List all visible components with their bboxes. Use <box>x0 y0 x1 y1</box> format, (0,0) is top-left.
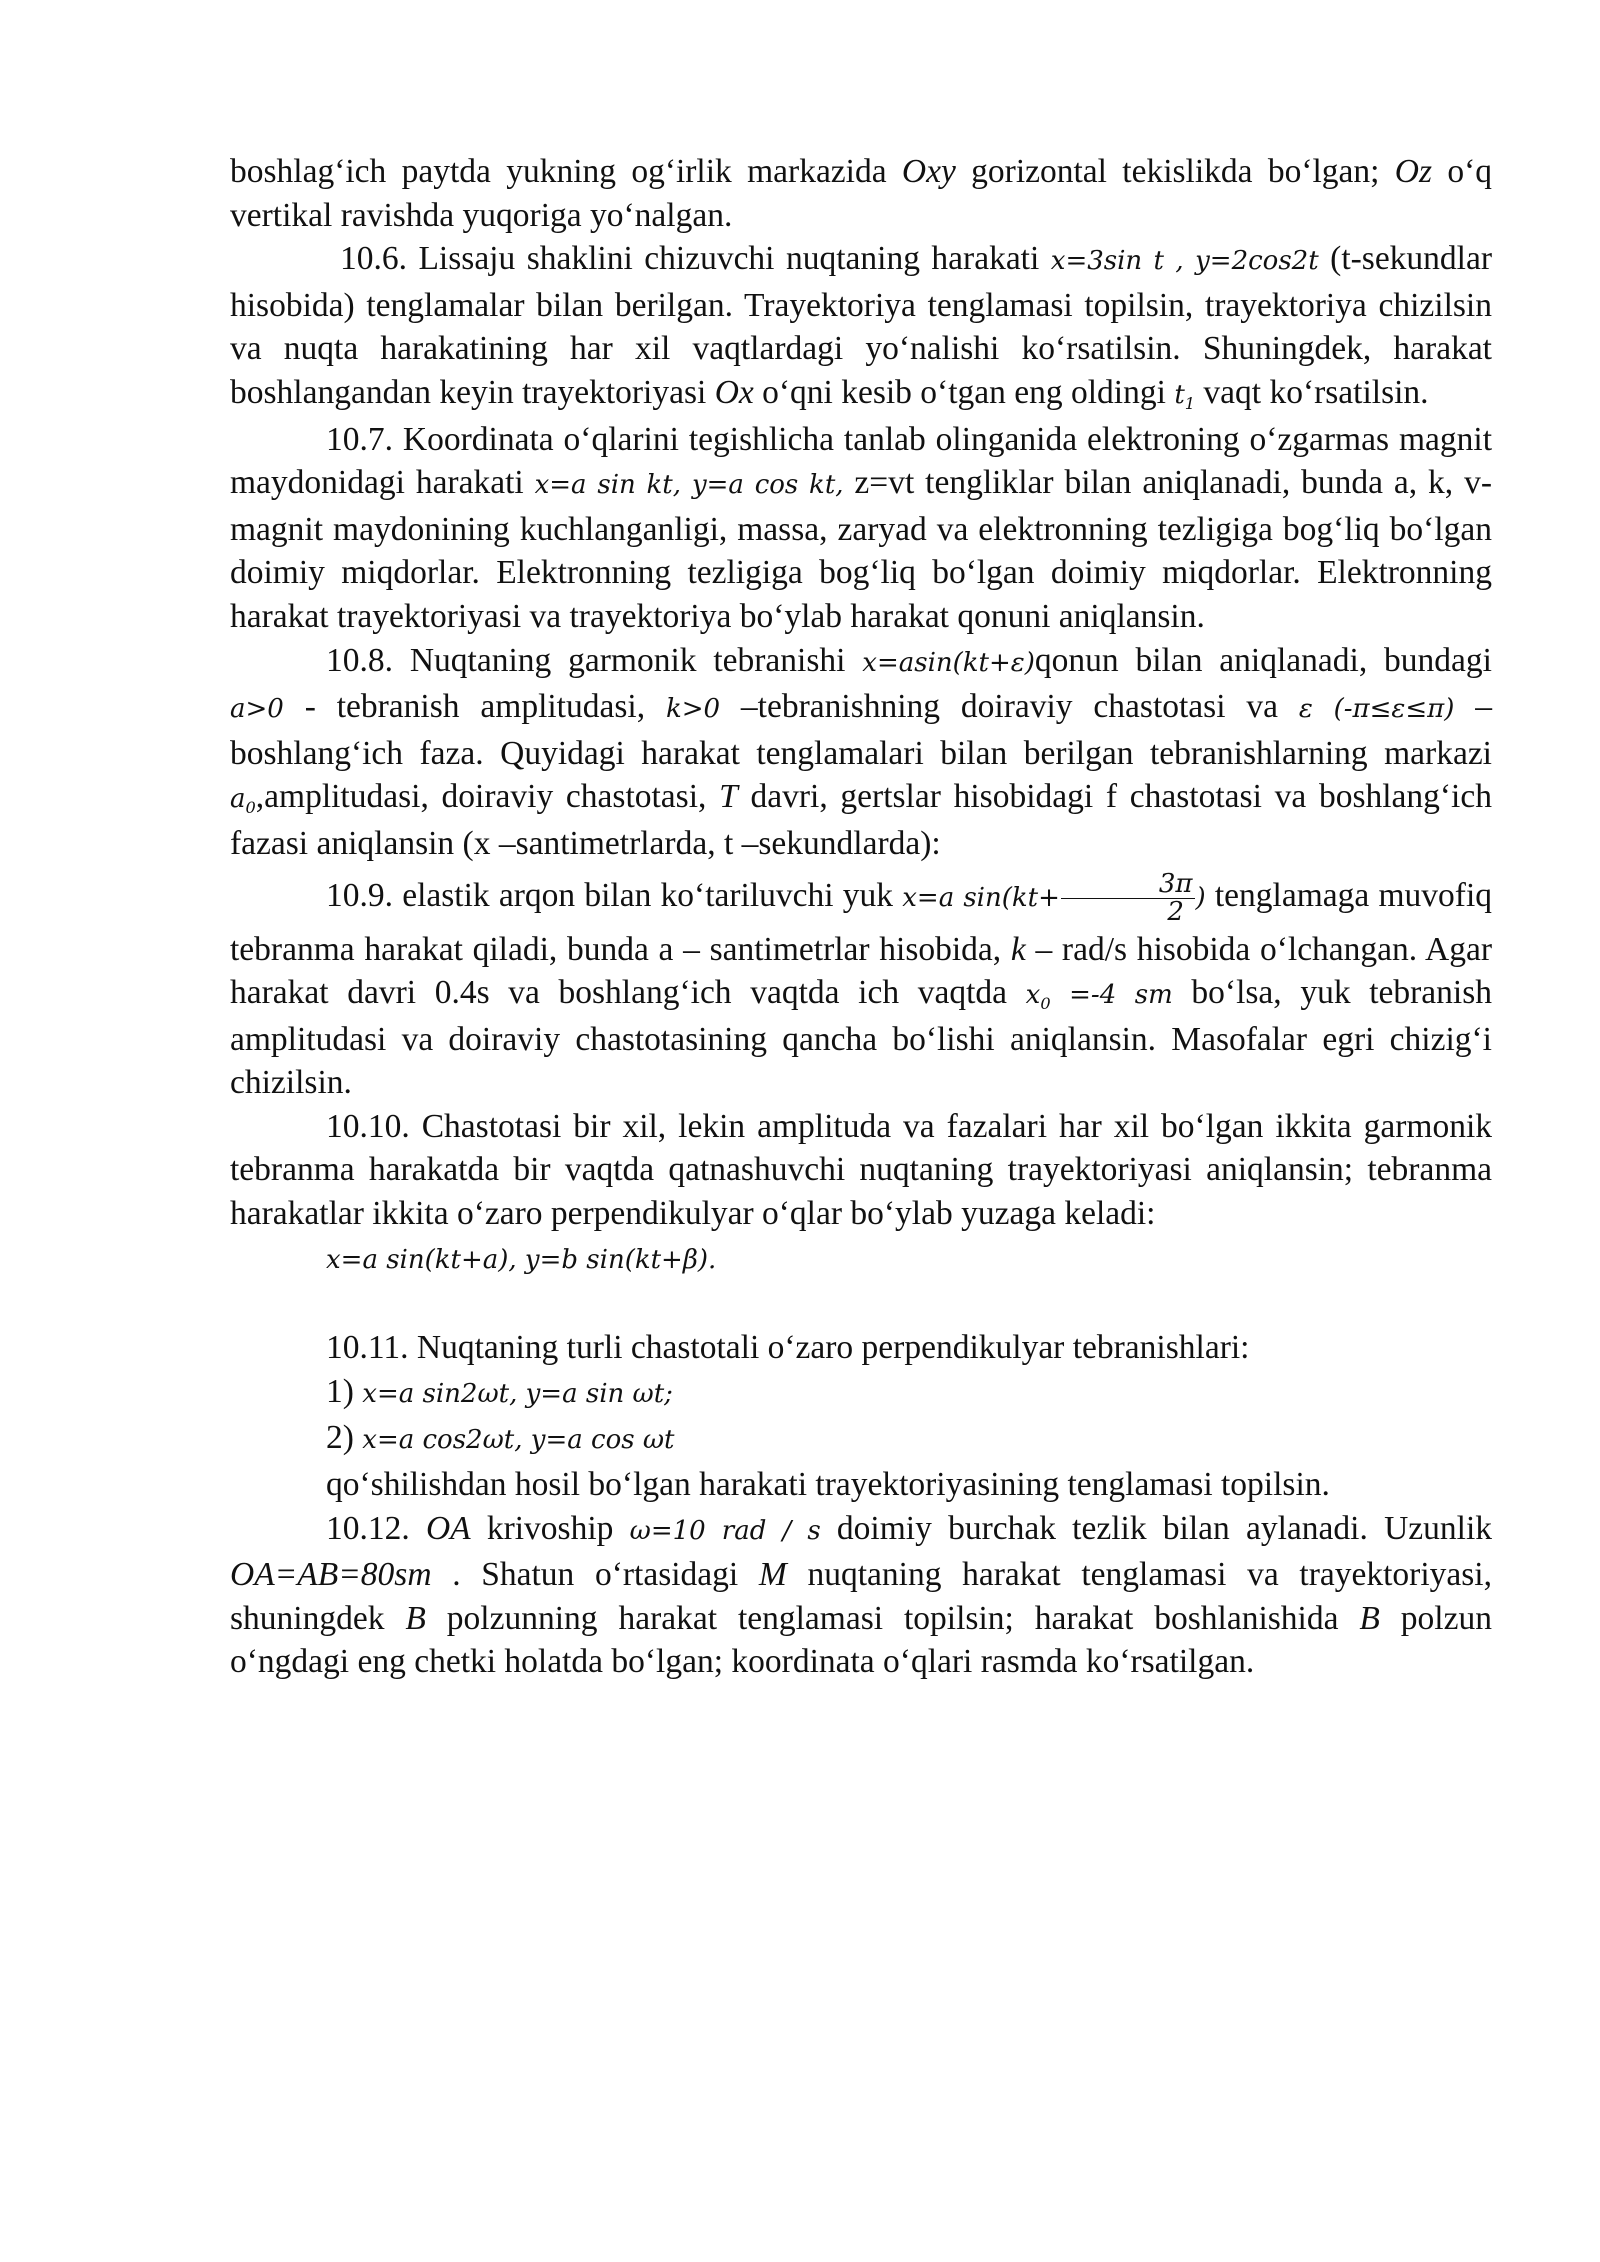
fraction <box>1061 868 1195 927</box>
text-run: doimiy burchak tezlik bilan aylanadi. Uzunlik <box>820 1509 1492 1547</box>
equation-x: x=a sin kt, <box>534 470 682 501</box>
symbol-a: a <box>230 784 246 815</box>
text-run: –tebranishning doiraviy chastotasi va <box>720 688 1299 726</box>
paragraph-10-12 <box>230 1507 1492 1684</box>
fraction-numerator: 3π <box>1061 871 1195 899</box>
equation-phase-range: ε (-π≤ε≤π) <box>1298 694 1455 725</box>
equation-harmonic: x=asin(kt+ε) <box>862 647 1035 678</box>
paragraph-10-8 <box>230 639 1492 866</box>
equation-omega: ω=10 rad / s <box>629 1515 821 1546</box>
equation-k-positive: k>0 <box>665 694 721 725</box>
text-column <box>230 150 1492 1684</box>
text-run: nuqtaning harakat tenglamasi va trayektoriyasi, shuningdek <box>230 1556 1492 1637</box>
text-run: 10.8. Nuqtaning garmonik tebranishi <box>326 641 863 679</box>
text-run: tenglamaga muvofiq tebranma harakat qiladi, bunda a – santimetrlar hisobida, <box>230 876 1493 968</box>
text-run: 10.6. Lissaju shaklini chizuvchi nuqtaning harakati <box>340 240 1051 278</box>
text-run: qonun bilan aniqlanadi, bundagi <box>1034 641 1492 679</box>
text-run: - tebranish amplitudasi, <box>283 688 666 726</box>
paragraph-10-6 <box>230 237 1492 417</box>
symbol-x: x <box>1025 980 1041 1011</box>
text-run: z=vt tengliklar bilan aniqlanadi, bunda a, k, v-magnit maydonining kuchlanganligi, massa, zaryad va elektronning tezligiga bog‘liq bo‘lgan doimiy miqdorlar. Elektronning tezligiga bog‘liq bo‘lgan doimiy miqdorlar. Elektronning harakat trayektoriyasi va trayektoriya bo‘ylab harakat qonuni aniqlansin. <box>230 464 1492 635</box>
paragraph-10-10 <box>230 1105 1492 1236</box>
equation-item-2: x=a cos2ωt, y=a cos ωt <box>362 1425 675 1456</box>
subscript: 0 <box>1040 994 1051 1014</box>
text-run: ,amplitudasi, doiraviy chastotasi, <box>255 778 720 816</box>
text-run: o‘qni kesib o‘tgan eng oldingi <box>753 373 1175 411</box>
subscript: 0 <box>245 798 256 818</box>
symbol-oz: Oz <box>1394 153 1433 190</box>
symbol-M: M <box>758 1556 787 1594</box>
fraction-denominator: 2 <box>1167 897 1184 927</box>
text-run: – rad/s hisobida o‘lchangan. Agar harakat davri 0.4s va boshlang‘ich vaqtda ich vaqtda <box>230 930 1492 1012</box>
equation-line-10-10 <box>230 1236 1492 1283</box>
text-run: –boshlang‘ich faza. Quyidagi harakat tenglamalari bilan berilgan tebranishlarning markazi <box>230 688 1493 772</box>
text-run: boshlag‘ich paytda yukning og‘irlik markazida <box>230 153 902 190</box>
list-number: 1) <box>326 1372 354 1410</box>
equation-part: ) <box>1195 882 1206 913</box>
symbol-t: t <box>1174 379 1185 410</box>
equation-a-positive: a>0 <box>230 694 284 725</box>
equation-x-sin <box>902 868 1206 927</box>
symbol-oxy: Oxy <box>901 153 956 190</box>
text-run: bo‘lsa, yuk tebranish amplitudasi va doiraviy chastotasining qancha bo‘lishi aniqlansin. Masofalar egri chizig‘i chizilsin. <box>230 974 1493 1102</box>
subscript: 1 <box>1184 394 1196 414</box>
text-run: 10.11. Nuqtaning turli chastotali o‘zaro perpendikulyar tebranishlari: <box>326 1329 1250 1367</box>
text-run: polzunning harakat tenglamasi topilsin; harakat boshlanishida <box>425 1599 1360 1637</box>
text-run: polzun o‘ngdagi eng chetki holatda bo‘lgan; koordinata o‘qlari rasmda ko‘rsatilgan. <box>230 1599 1492 1681</box>
symbol-B: B <box>1359 1599 1380 1637</box>
equation-y: y=a cos kt, <box>691 470 844 501</box>
text-run: 10.7. Koordinata o‘qlarini tegishlicha tanlab olinganida elektroning o‘zgarmas magnit maydonidagi harakati <box>230 420 1492 502</box>
list-item-2 <box>230 1416 1492 1463</box>
text-run: qo‘shilishdan hosil bo‘lgan harakati trayektoriyasining tenglamasi topilsin. <box>326 1466 1330 1504</box>
equation-part: =-4 sm <box>1050 980 1173 1011</box>
list-number: 2) <box>326 1419 354 1457</box>
text-run: 10.12. <box>326 1509 426 1547</box>
text-run: (t-sekundlar hisobida) tenglamalar bilan berilgan. Trayektoriya tenglamasi topilsin, trayektoriya chizilsin va nuqta harakatining har xil vaqtlardagi yo‘nalishi ko‘rsatilsin. Shuningdek, harakat boshlangandan keyin trayektoriyasi <box>230 240 1493 411</box>
spacer <box>230 1282 1492 1326</box>
equation-x: x=3sin t , <box>1050 246 1184 277</box>
equation-pair: x=a sin(kt+a), y=b sin(kt+β). <box>326 1244 717 1275</box>
symbol-ox: Ox <box>714 373 754 411</box>
symbol-k: k <box>1010 930 1026 968</box>
text-run: vaqt ko‘rsatilsin. <box>1195 373 1429 411</box>
text-run: gorizontal tekislikda bo‘lgan; <box>955 153 1395 190</box>
equation-length: OA=AB=80sm <box>230 1556 432 1594</box>
text-run: davri, gertslar hisobidagi f chastotasi va boshlang‘ich fazasi aniqlansin (x –santimetrlarda, t –sekundlarda): <box>230 778 1492 862</box>
paragraph-10-7 <box>230 418 1492 639</box>
text-run: krivoship <box>470 1509 630 1547</box>
paragraph-intro <box>230 150 1492 237</box>
text-run: 10.9. elastik arqon bilan ko‘tariluvchi yuk <box>326 876 903 914</box>
equation-item-1: x=a sin2ωt, y=a sin ωt; <box>362 1378 673 1409</box>
text-run: o‘q vertikal ravishda yuqoriga yo‘nalgan. <box>230 153 1492 234</box>
symbol-oa: OA <box>425 1509 471 1547</box>
paragraph-10-11-end <box>230 1463 1492 1507</box>
text-run: . Shatun o‘rtasidagi <box>431 1556 759 1594</box>
list-item-1 <box>230 1370 1492 1417</box>
equation-y: y=2cos2t <box>1195 246 1319 277</box>
symbol-B: B <box>405 1599 426 1637</box>
paragraph-10-9 <box>230 866 1492 1105</box>
text-run: 10.10. Chastotasi bir xil, lekin amplituda va fazalari har xil bo‘lgan ikkita garmonik tebranma harakatda bir vaqtda qatnashuvchi nuqtaning trayektoriyasi aniqlansin; tebranma harakatlar ikkita o‘zaro perpendikulyar o‘qlar bo‘ylab yuzaga keladi: <box>230 1107 1492 1233</box>
paragraph-10-11 <box>230 1326 1492 1370</box>
symbol-T: T <box>719 778 738 816</box>
equation-part: x=a sin(kt+ <box>902 882 1060 913</box>
